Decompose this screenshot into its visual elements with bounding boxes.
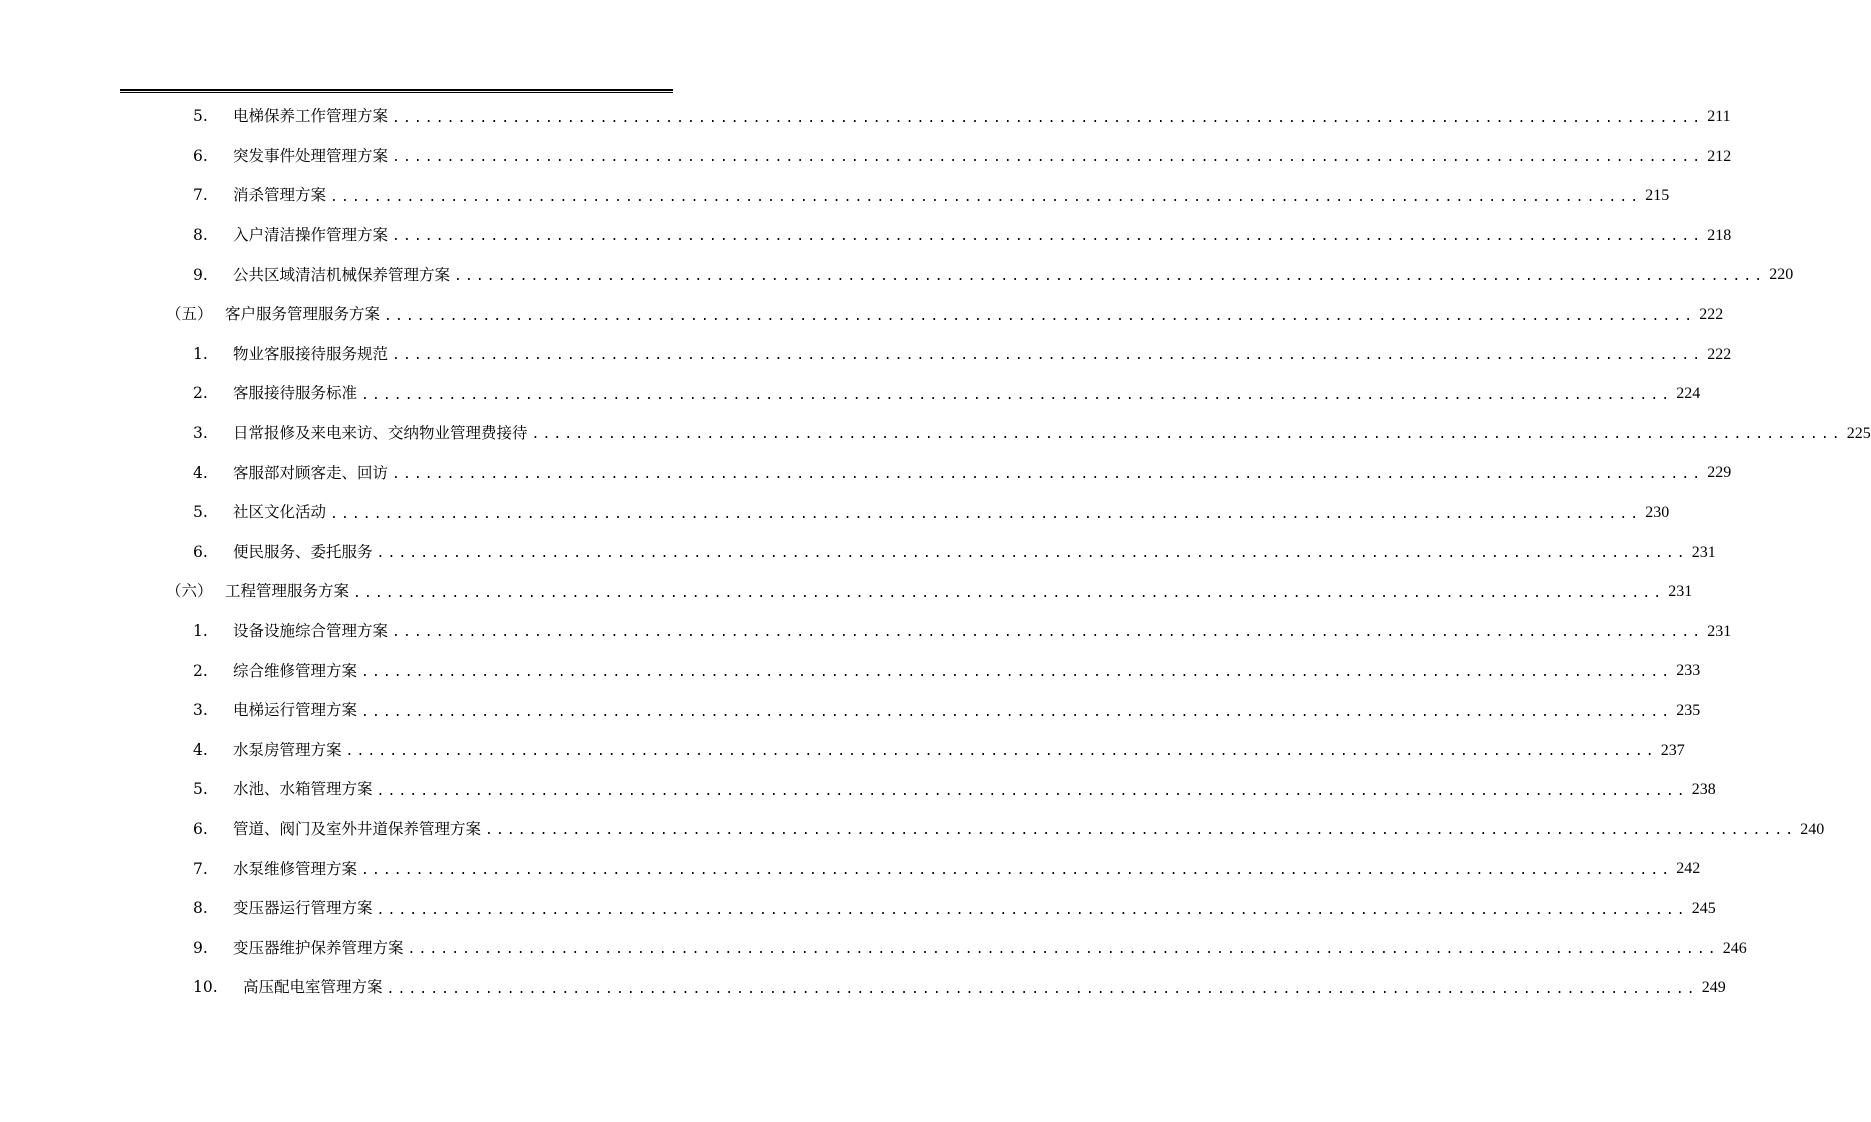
toc-entry[interactable]	[193, 216, 1732, 256]
toc-entry-number: 10.	[193, 978, 218, 997]
toc-entry-number: 9.	[193, 938, 208, 957]
toc-dot-leader: ........................................................................................................................	[376, 902, 1688, 918]
toc-entry[interactable]	[193, 414, 1871, 454]
toc-entry-number: 2.	[193, 661, 208, 680]
toc-entry-page-number: 218	[1707, 226, 1732, 244]
toc-entry-page-number: 242	[1676, 860, 1701, 878]
toc-dot-leader: ........................................................................................................................	[361, 862, 1673, 878]
toc-entry-title: 水池、水箱管理方案	[233, 780, 373, 799]
toc-entry-title: 工程管理服务方案	[225, 582, 350, 601]
toc-entry-page-number: 231	[1691, 543, 1716, 561]
toc-entry-page-number: 240	[1800, 820, 1825, 838]
toc-entry-number: 6.	[193, 146, 208, 165]
toc-entry-title: 电梯保养工作管理方案	[233, 107, 389, 126]
toc-entry-title: 物业客服接待服务规范	[233, 344, 389, 363]
toc-entry-number: 8.	[193, 899, 208, 918]
toc-entry[interactable]	[193, 691, 1701, 731]
toc-entry-number: （五）	[166, 305, 213, 324]
toc-entry-number: 2.	[193, 384, 208, 403]
toc-entry-number: 5.	[193, 780, 208, 799]
toc-entry-page-number: 215	[1645, 187, 1670, 205]
toc-entry-page-number: 237	[1660, 741, 1685, 759]
toc-entry[interactable]	[193, 137, 1732, 177]
toc-entry[interactable]	[193, 612, 1732, 652]
toc-entry-number: 4.	[193, 463, 208, 482]
toc-entry-number: 7.	[193, 186, 208, 205]
header-rule	[120, 89, 673, 93]
toc-entry-title: 变压器运行管理方案	[233, 899, 373, 918]
toc-dot-leader: ........................................................................................................................	[407, 942, 1719, 958]
toc-entry-page-number: 225	[1846, 424, 1871, 442]
toc-entry[interactable]	[193, 335, 1732, 375]
toc-entry-page-number: 229	[1707, 464, 1732, 482]
toc-dot-leader: ........................................................................................................................	[392, 466, 1704, 482]
toc-entry[interactable]	[193, 968, 1726, 1008]
toc-entry-number: （六）	[166, 582, 213, 601]
toc-entry-number: 5.	[193, 503, 208, 522]
toc-entry-number: 7.	[193, 859, 208, 878]
toc-entry-title: 社区文化活动	[233, 503, 327, 522]
toc-entry[interactable]	[193, 176, 1670, 216]
toc-entry-number: 6.	[193, 820, 208, 839]
toc-entry-page-number: 230	[1645, 504, 1670, 521]
toc-entry-title: 入户清洁操作管理方案	[233, 226, 389, 245]
toc-entry-title: 客服接待服务标准	[233, 384, 358, 403]
toc-entry-title: 水泵维修管理方案	[233, 859, 358, 878]
toc-dot-leader: ........................................................................................................................	[361, 704, 1673, 720]
toc-dot-leader: ........................................................................................................................	[392, 229, 1704, 245]
toc-entry[interactable]	[193, 889, 1716, 929]
toc-entry[interactable]	[193, 849, 1701, 889]
toc-entry-page-number: 245	[1691, 900, 1716, 917]
toc-entry-page-number: 246	[1722, 939, 1747, 957]
toc-dot-leader: ........................................................................................................................	[330, 506, 1642, 522]
toc-entry[interactable]	[193, 374, 1701, 414]
toc-entry-title: 电梯运行管理方案	[233, 701, 358, 720]
toc-entry-page-number: 220	[1769, 266, 1794, 284]
toc-entry-page-number: 233	[1676, 662, 1701, 680]
toc-dot-leader: ........................................................................................................................	[361, 664, 1673, 680]
toc-entry-page-number: 211	[1707, 108, 1731, 125]
toc-entry-title: 消杀管理方案	[233, 186, 327, 205]
toc-dot-leader: ........................................................................................................................	[330, 189, 1642, 205]
toc-entry-number: 8.	[193, 226, 208, 245]
toc-entry-page-number: 231	[1707, 622, 1732, 640]
toc-entry-page-number: 222	[1699, 306, 1724, 323]
toc-entry-title: 公共区域清洁机械保养管理方案	[233, 265, 451, 284]
toc-dot-leader: ........................................................................................................................	[392, 348, 1704, 364]
toc-entry[interactable]	[193, 453, 1732, 493]
toc-entry-number: 6.	[193, 542, 208, 561]
toc-dot-leader: ........................................................................................................................	[353, 585, 1665, 601]
toc-entry-title: 变压器维护保养管理方案	[233, 938, 404, 957]
toc-entry[interactable]	[193, 929, 1747, 969]
toc-entry-number: 9.	[193, 265, 208, 284]
toc-entry[interactable]	[193, 97, 1731, 137]
toc-entry[interactable]	[193, 731, 1685, 771]
toc-entry-page-number: 212	[1707, 147, 1732, 165]
toc-entry[interactable]	[166, 572, 1693, 612]
toc-entry[interactable]	[193, 255, 1794, 295]
toc-entry[interactable]	[193, 810, 1825, 850]
toc-dot-leader: ........................................................................................................................	[384, 308, 1696, 324]
toc-dot-leader: ........................................................................................................................	[361, 387, 1673, 403]
toc-entry-title: 设备设施综合管理方案	[233, 622, 389, 641]
toc-entry-number: 5.	[193, 107, 208, 126]
toc-dot-leader: ........................................................................................................................	[531, 427, 1843, 443]
toc-entry-title: 突发事件处理管理方案	[233, 146, 389, 165]
toc-entry-title: 日常报修及来电来访、交纳物业管理费接待	[233, 424, 528, 443]
toc-dot-leader: ........................................................................................................................	[392, 625, 1704, 641]
toc-dot-leader: ........................................................................................................................	[376, 783, 1688, 799]
toc-entry-number: 3.	[193, 701, 208, 720]
toc-entry-title: 客户服务管理服务方案	[225, 305, 381, 324]
toc-entry-title: 管道、阀门及室外井道保养管理方案	[233, 820, 482, 839]
toc-entry-page-number: 235	[1676, 702, 1701, 719]
toc-entry-number: 4.	[193, 740, 208, 759]
toc-dot-leader: ........................................................................................................................	[392, 110, 1704, 126]
toc-entry-title: 综合维修管理方案	[233, 661, 358, 680]
toc-entry-page-number: 222	[1707, 345, 1732, 363]
toc-dot-leader: ........................................................................................................................	[392, 150, 1704, 166]
toc-entry[interactable]	[193, 651, 1701, 691]
toc-dot-leader: ........................................................................................................................	[454, 268, 1766, 284]
toc-entry-page-number: 249	[1701, 979, 1726, 997]
toc-entry-number: 1.	[193, 622, 208, 641]
toc-dot-leader: ........................................................................................................................	[376, 546, 1688, 562]
toc-entry[interactable]	[193, 533, 1716, 573]
toc-dot-leader: ........................................................................................................................	[345, 744, 1657, 760]
toc-entry-page-number: 224	[1676, 385, 1701, 403]
toc-entry-number: 1.	[193, 344, 208, 363]
toc-entry-page-number: 231	[1668, 583, 1693, 601]
toc-entry-title: 水泵房管理方案	[233, 740, 342, 759]
toc-dot-leader: ........................................................................................................................	[386, 981, 1698, 997]
toc-dot-leader: ........................................................................................................................	[485, 823, 1797, 839]
toc-entry-title: 便民服务、委托服务	[233, 542, 373, 561]
toc-entry[interactable]	[166, 295, 1724, 335]
toc-entry-title: 高压配电室管理方案	[243, 978, 383, 997]
toc-entry[interactable]	[193, 493, 1670, 533]
toc-entry-page-number: 238	[1691, 781, 1716, 799]
toc-entry-number: 3.	[193, 424, 208, 443]
toc-entry-title: 客服部对顾客走、回访	[233, 463, 389, 482]
toc-entry[interactable]	[193, 770, 1716, 810]
